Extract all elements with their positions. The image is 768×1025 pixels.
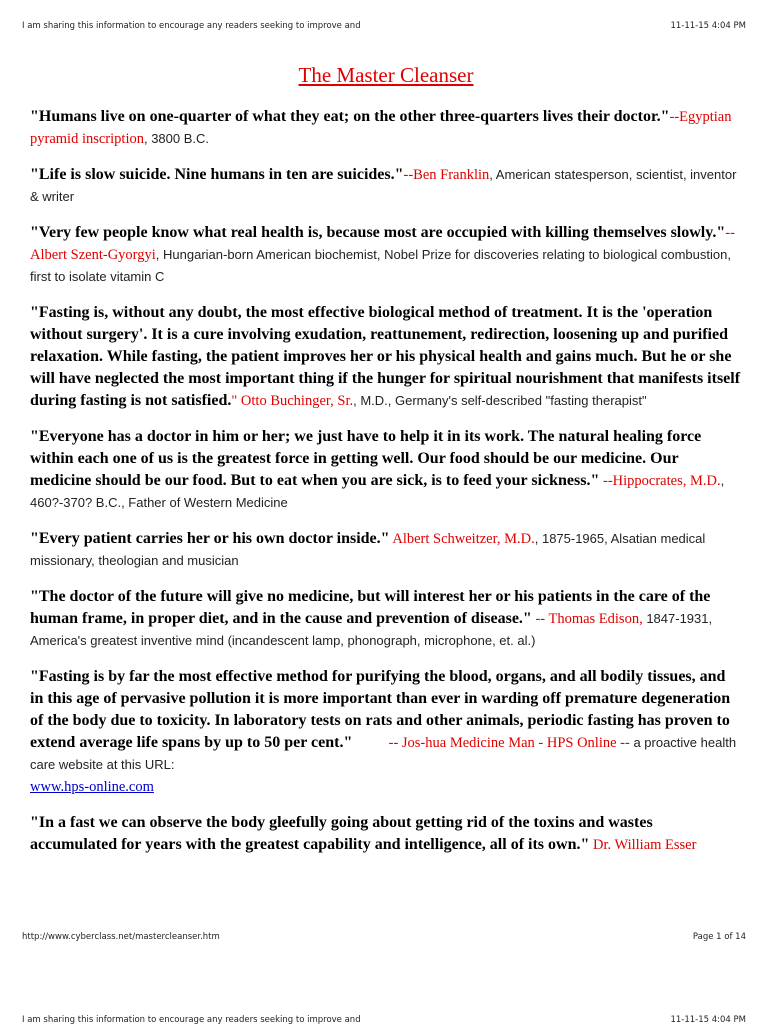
quote-4 xyxy=(30,302,742,412)
page-header xyxy=(22,21,746,31)
hps-online-link[interactable]: www.hps-online.com xyxy=(30,779,154,795)
quote-text: "Fasting is by far the most effective method for purifying the blood, organs, and all bodily tissues, and in this age of pervasive pollution it is more important than ever in warding off premature degeneration of the body due to toxicity. In laboratory tests on rats and other animals, periodic fasting has proven to extend average life spans by up to 50 per cent." xyxy=(30,668,731,751)
quote-3 xyxy=(30,222,742,288)
header-left-text: I am sharing this information to encourage any readers seeking to improve and xyxy=(22,21,361,31)
quote-5 xyxy=(30,426,742,514)
quote-attribution: --Egyptian pyramid inscription xyxy=(30,109,732,147)
quote-description: , American statesperson, scientist, inventor & writer xyxy=(30,167,737,204)
quote-attribution: Dr. William Esser xyxy=(589,837,697,853)
quote-attribution: Albert Schweitzer, M.D. xyxy=(389,531,535,547)
quote-description: , 1875-1965, Alsatian medical missionary, theologian and musician xyxy=(30,531,706,568)
header-timestamp: 11-11-15 4:04 PM xyxy=(670,1015,746,1025)
quote-1 xyxy=(30,106,742,150)
quote-text: "Humans live on one-quarter of what they eat; on the other three-quarters lives their doctor." xyxy=(30,108,670,125)
quote-text: "Every patient carries her or his own doctor inside." xyxy=(30,530,390,547)
quote-7 xyxy=(30,586,742,652)
quote-text: "Fasting is, without any doubt, the most effective biological method of treatment. It is the 'operation without surgery'. It is a cure involving exudation, reattunement, redirection, loosening up and purified relaxation. While fasting, the patient improves her or his physical health and gains much. But he or she will have neglected the most important thing if the hunger for spiritual nourishment that manifests itself during fasting is not satisfied. xyxy=(30,304,741,409)
document-body xyxy=(30,58,742,870)
quote-attribution: --Ben Franklin xyxy=(403,167,490,183)
header-left-text: I am sharing this information to encourage any readers seeking to improve and xyxy=(22,1015,361,1025)
header-timestamp: 11-11-15 4:04 PM xyxy=(670,21,746,31)
quote-attribution: -- Thomas Edison, xyxy=(531,611,643,627)
quote-9 xyxy=(30,812,742,856)
quote-attribution: --Albert Szent-Gyorgyi xyxy=(30,225,735,263)
quote-description: 1847-1931, America's greatest inventive mind (incandescent lamp, phonograph, microphone, et. al.) xyxy=(30,611,713,648)
quote-description: a proactive health care website at this URL: xyxy=(30,735,737,772)
quote-2 xyxy=(30,164,742,208)
quote-text: "Life is slow suicide. Nine humans in ten are suicides." xyxy=(30,166,404,183)
quote-attribution: --Hippocrates, M.D. xyxy=(599,473,721,489)
quote-8 xyxy=(30,666,742,798)
quote-description: , 3800 B.C. xyxy=(143,131,210,146)
quote-text: "In a fast we can observe the body gleefully going about getting rid of the toxins and wastes accumulated for years with the greatest capability and intelligence, all of its own." xyxy=(30,814,653,853)
footer-url: http://www.cyberclass.net/mastercleanser.htm xyxy=(22,932,220,942)
quote-text: "Everyone has a doctor in him or her; we just have to help it in its work. The natural healing force within each one of us is the greatest force in getting well. Our food should be our medicine. Our medicine should be our food. But to eat when you are sick, is to feed your sickness." xyxy=(30,428,702,489)
quote-description: , Hungarian-born American biochemist, Nobel Prize for discoveries relating to biological combustion, first to isolate vitamin C xyxy=(30,247,731,284)
quote-description: , M.D., Germany's self-described "fasting therapist" xyxy=(353,393,647,408)
quote-attribution: " Otto Buchinger, Sr. xyxy=(231,393,354,409)
page-title: The Master Cleanser xyxy=(298,63,474,87)
quote-text: "The doctor of the future will give no medicine, but will interest her or his patients in the care of the human frame, in proper diet, and in the cause and prevention of disease." xyxy=(30,588,711,627)
quote-attribution: -- Jos-hua Medicine Man - HPS Online -- xyxy=(352,735,630,751)
page-footer xyxy=(22,932,746,942)
quote-6 xyxy=(30,528,742,572)
quote-text: "Very few people know what real health is, because most are occupied with killing themselves slowly." xyxy=(30,224,726,241)
footer-page-number: Page 1 of 14 xyxy=(692,932,746,942)
quote-description: , 460?-370? B.C., Father of Western Medicine xyxy=(30,473,725,510)
